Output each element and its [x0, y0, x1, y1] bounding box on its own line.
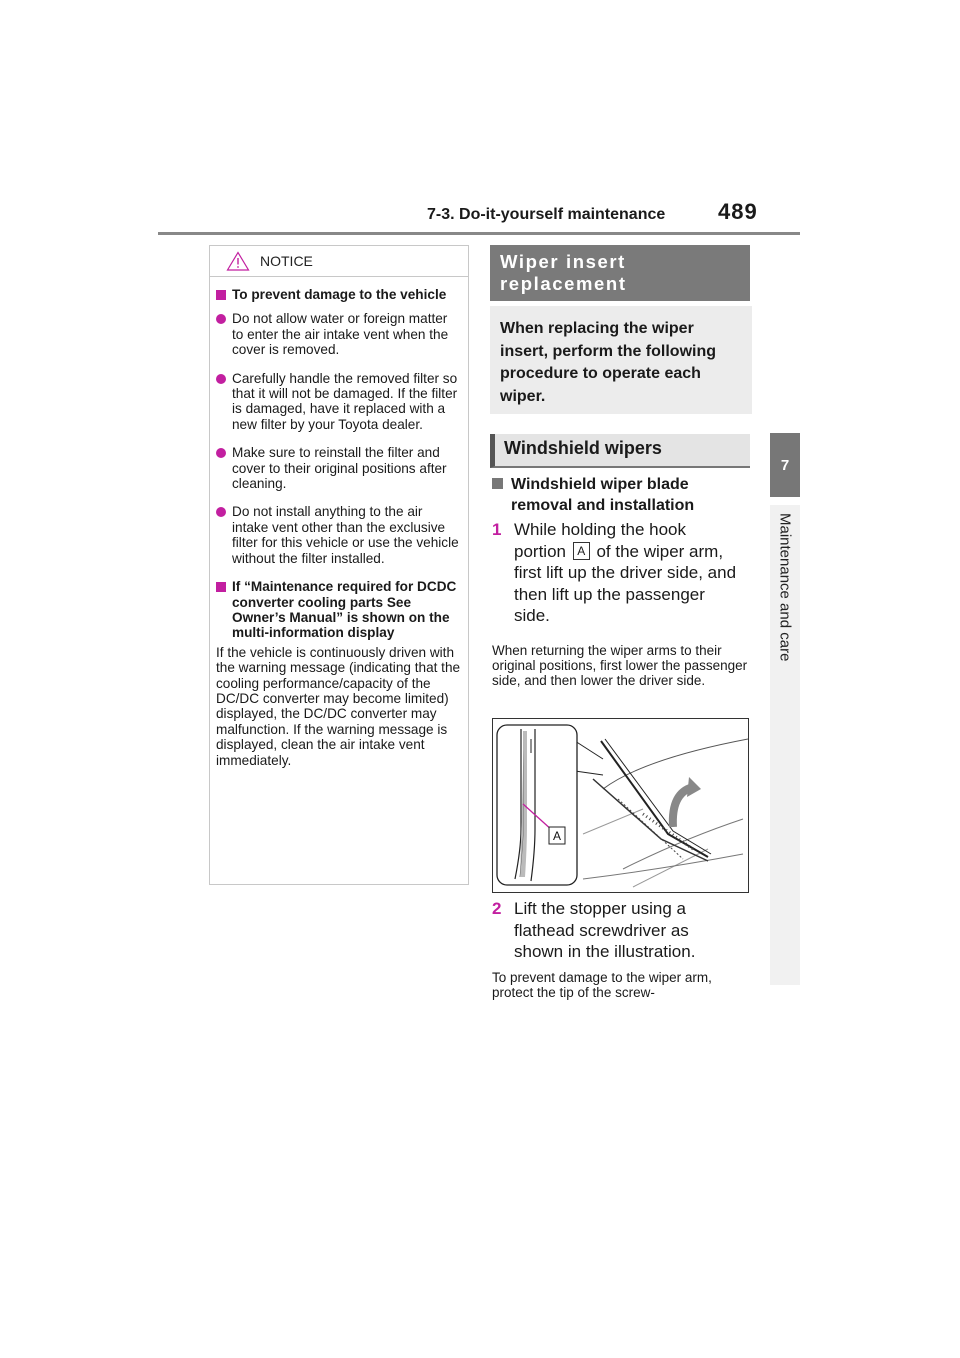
notice-label: NOTICE [260, 253, 313, 269]
warning-triangle-icon [226, 251, 250, 271]
round-bullet-icon [216, 507, 226, 517]
notice-bullet: Do not allow water or foreign matter to enter the air intake vent when the cover is removed. [216, 311, 462, 357]
round-bullet-icon [216, 314, 226, 324]
step-text: While holding the hook portion [514, 520, 687, 561]
notice-bullet: Carefully handle the removed filter so that it will not be damaged. If the filter is damaged, have it replaced with a new filter by your Toyota dealer. [216, 371, 462, 433]
chapter-label: Maintenance and care [776, 513, 794, 662]
step-number: 1 [492, 520, 502, 539]
step-text: Lift the stopper using a flathead screwdriver as shown in the illustration. [514, 899, 696, 961]
notice-heading: If “Maintenance required for DCDC converter cooling parts See Owner’s Manual” is shown on the multi-information display [216, 579, 462, 641]
round-bullet-icon [216, 374, 226, 384]
notice-body [210, 277, 468, 768]
step-number: 2 [492, 899, 502, 918]
wiper-arm-diagram [493, 719, 748, 892]
wiper-illustration [492, 718, 749, 893]
callout-label: A [573, 542, 590, 560]
notice-bullet: Do not install anything to the air intake vent other than the exclusive filter for this vehicle or use the vehicle without the filter installed. [216, 504, 462, 566]
notice-header [210, 246, 468, 277]
chapter-tab: 7 [770, 433, 800, 497]
page-number: 489 [718, 199, 758, 224]
step-text: of the wiper arm, first lift up the driver side, and then lift up the passenger side. [514, 541, 737, 625]
square-bullet-icon [492, 478, 503, 489]
chapter-side-label [770, 505, 800, 985]
note: To prevent damage to the wiper arm, protect the tip of the screw- [492, 970, 712, 1000]
callout-label: A [552, 829, 562, 843]
square-bullet-icon [216, 290, 226, 300]
intro-box: When replacing the wiper insert, perform the following procedure to operate each wiper. [490, 306, 752, 414]
notice-paragraph: If the vehicle is continuously driven with the warning message (indicating that the cooling performance/capacity of the DC/DC converter may become limited) displayed, the DC/DC converter may malfunction. If the warning message is displayed, clean the air intake vent immediately. [216, 644, 461, 768]
step-1 [492, 519, 742, 627]
note: When returning the wiper arms to their original positions, first lower the passenger side, and then lower the driver side. [492, 643, 748, 688]
notice-bullet: Make sure to reinstall the filter and cover to their original positions after cleaning. [216, 445, 462, 491]
step-2 [492, 898, 742, 963]
header-rule [158, 232, 800, 235]
subsection-heading: Windshield wipers [490, 434, 750, 468]
section-heading: Wiper insert replacement [490, 245, 750, 301]
section-title: 7-3. Do-it-yourself maintenance [427, 206, 666, 223]
procedure-heading: Windshield wiper blade removal and installation [492, 474, 752, 516]
notice-heading: To prevent damage to the vehicle [216, 287, 462, 302]
round-bullet-icon [216, 448, 226, 458]
square-bullet-icon [216, 582, 226, 592]
notice-box [209, 245, 469, 885]
